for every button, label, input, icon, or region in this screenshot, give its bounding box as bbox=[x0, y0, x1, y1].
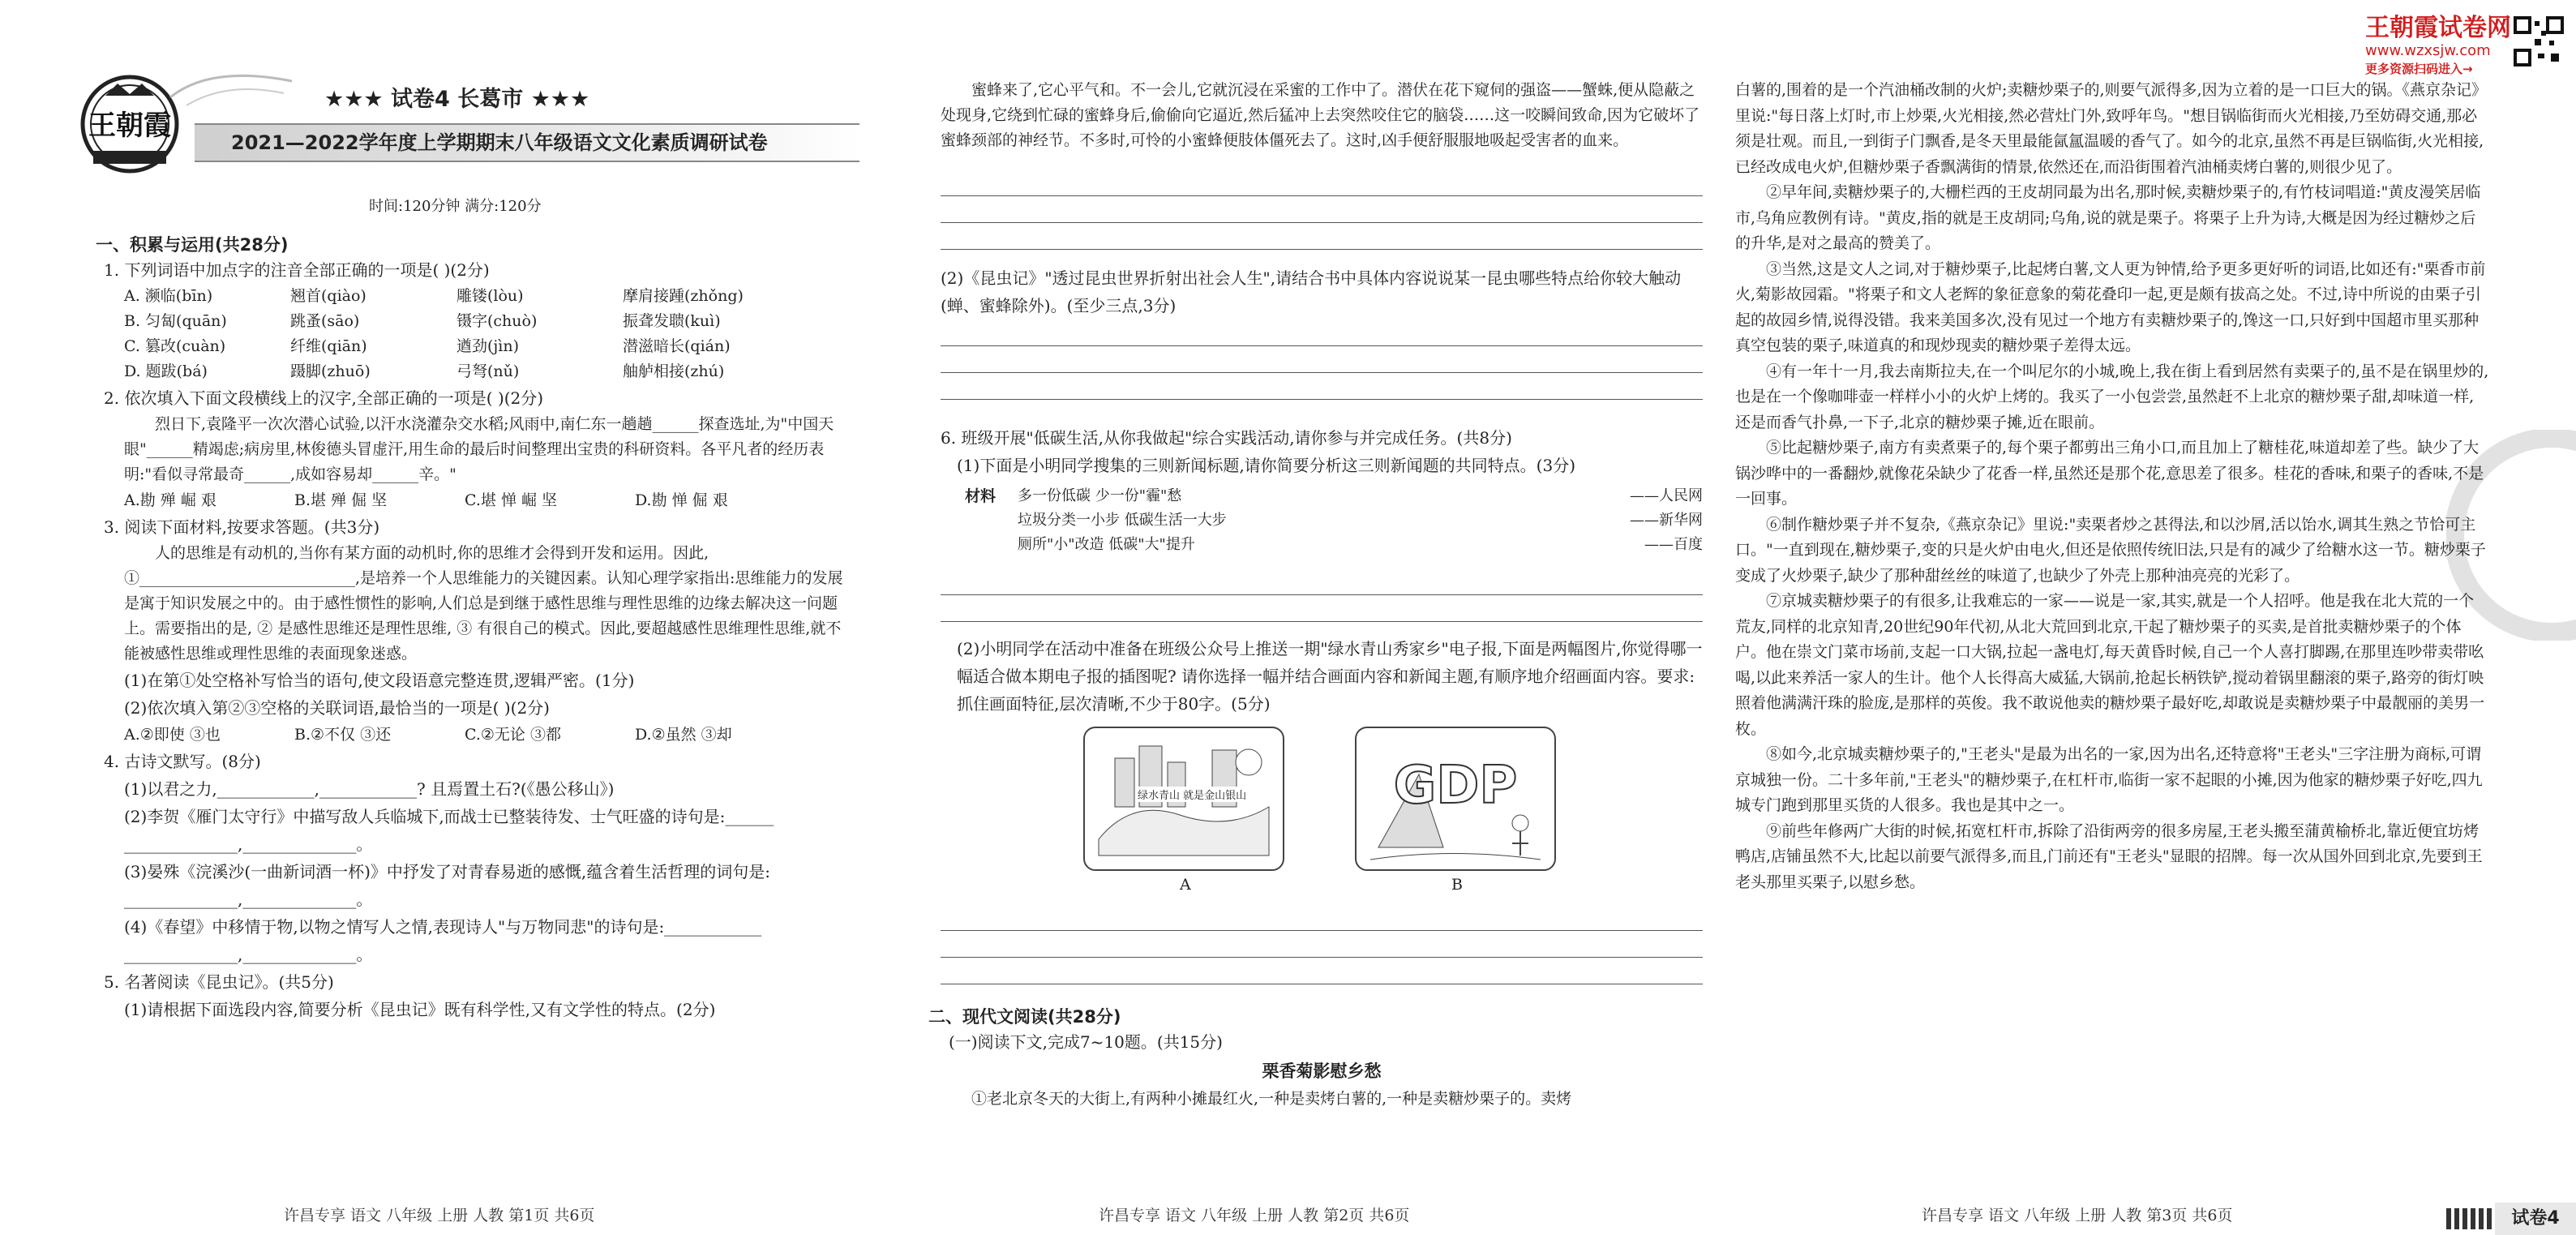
option-cell: 舳舻相接(zhú) bbox=[623, 362, 725, 380]
article-paragraph-1: ①老北京冬天的大街上,有两种小摊最红火,一种是卖烤白薯的,一种是卖糖炒栗子的。卖烤 bbox=[971, 1090, 1572, 1108]
page-footer: 许昌专享 语文 八年级 上册 人教 第2页 共6页 bbox=[1099, 1207, 1410, 1224]
picture-options bbox=[941, 726, 1703, 904]
headline-row bbox=[1018, 533, 1703, 557]
reading-part-1: (一)阅读下文,完成7~10题。(共15分) bbox=[949, 1032, 1223, 1052]
picture-a-caption: 绿水青山 就是金山银山 bbox=[1135, 787, 1249, 802]
option-row bbox=[124, 309, 850, 334]
option-cell: 摩肩接踵(zhǒng) bbox=[623, 287, 744, 305]
question-3-2: (2)依次填入第②③空格的关联词语,最恰当的一项是( )(2分) bbox=[124, 698, 550, 718]
test-tag bbox=[2446, 1203, 2576, 1235]
headline-text: 垃圾分类一小步 低碳生活一大步 bbox=[1018, 512, 1227, 529]
question-4-2: (2)李贺《雁门太守行》中描写敌人兵临城下,而战士已整装待发、士气旺盛的诗句是:______ bbox=[124, 807, 774, 826]
question-3-text-a: 人的思维是有动机的,当你有某方面的动机时,你的思维才会得到开发和运用。因此, bbox=[155, 544, 709, 562]
question-4-3: (3)晏殊《浣溪沙(一曲新词酒一杯)》中抒发了对青春易逝的感慨,蕴含着生活哲理的词句是: bbox=[124, 862, 771, 881]
page-2 bbox=[908, 0, 1727, 1235]
question-3-text-b: ①____________________________,是培养一个人思维能力的关键因素。认知心理学家指出:思维能力的发展是寓于知识发展之中的。由于感性惯性的影响,人们总是到继于感性思维与理性思维的边缘去解决这一问题上。需要指出的是, ② 是感性思维还是理性思维, ③ 有很自己的模式。因此,要超越感性思维理性思维,就不能被感性思维或理性思维的表面现象迷惑。 bbox=[124, 569, 843, 663]
exam-title: 2021—2022学年度上学期期末八年级语文文化素质调研试卷 bbox=[231, 131, 768, 154]
question-4-4: (4)《春望》中移情于物,以物之情写人之情,表现诗人"与万物同悲"的诗句是:____________ bbox=[124, 917, 762, 937]
question-2-options bbox=[124, 487, 850, 513]
brand-name: 王朝霞试卷网 bbox=[2365, 14, 2511, 42]
option-cell: 潜滋暗长(qián) bbox=[623, 337, 731, 355]
picture-b-label: B bbox=[1451, 876, 1463, 894]
option-cell: 镊字(chuò) bbox=[456, 312, 538, 330]
headline-source: ——人民网 bbox=[1630, 487, 1703, 504]
question-4: 4. 古诗文默写。(8分) bbox=[104, 752, 261, 771]
headline-row bbox=[1018, 508, 1703, 533]
headline-text: 厕所"小"改造 低碳"大"提升 bbox=[1018, 536, 1195, 553]
headline-source: ——新华网 bbox=[1630, 512, 1703, 529]
option-cell: 纤维(qiān) bbox=[290, 337, 367, 355]
article-paragraph: ⑧如今,北京城卖糖炒栗子的,"王老头"是最为出名的一家,因为出名,还特意将"王老头"三字注册为商标,可谓京城独一份。二十多年前,"王老头"的糖炒栗子,在杠杆市,临街一家不起眼的小摊,因为他家的糖炒栗子好吃,四九城专门跑到那里买货的人很多。我也是其中之一。 bbox=[1735, 745, 2483, 814]
question-2: 2. 依次填入下面文段横线上的汉字,全部正确的一项是( )(2分) bbox=[104, 388, 544, 408]
picture-a-label: A bbox=[1180, 876, 1191, 894]
decorative-swash bbox=[162, 65, 300, 114]
question-5: 5. 名著阅读《昆虫记》。(共5分) bbox=[104, 972, 334, 992]
answer-lines bbox=[941, 568, 1703, 622]
option-cell: 弓弩(nǔ) bbox=[456, 362, 520, 380]
option-cell: D. 题跋(bá) bbox=[124, 362, 208, 380]
option-cell: 跳蚤(sāo) bbox=[290, 312, 360, 330]
insect-passage: 蜜蜂来了,它心平气和。不一会儿,它就沉浸在采蜜的工作中了。潜伏在花下窥伺的强盗——蟹蛛,便从隐蔽之处现身,它绕到忙碌的蜜蜂身后,偷偷向它逼近,然后猛冲上去突然咬住它的脑袋……这一咬瞬间致命,因为它破坏了蜜蜂颈部的神经节。不多时,可怜的小蜜蜂便肢体僵死去了。这时,凶手便舒服服地吸起受害者的血来。 bbox=[941, 81, 1700, 149]
option-cell: 蹑脚(zhuō) bbox=[290, 362, 371, 380]
article-paragraph: ⑥制作糖炒栗子并不复杂,《燕京杂记》里说:"卖栗者炒之甚得法,和以沙屑,活以饴水,调其生熟之节恰可主口。"一直到现在,糖炒栗子,变的只是火炉由电火,但还是依照传统旧法,只是有的减少了给糖水这一节。糖炒栗子变成了火炒栗子,缺少了那种甜丝丝的味道了,也缺少了外壳上那种油亮亮的光彩了。 bbox=[1735, 515, 2486, 585]
question-3: 3. 阅读下面材料,按要求答题。(共3分) bbox=[104, 517, 380, 537]
question-6-2: (2)小明同学在活动中准备在班级公众号上推送一期"绿水青山秀家乡"电子报,下面是两幅图片,你觉得哪一幅适合做本期电子报的插图呢? 请你选择一幅并结合画面内容和新闻主题,有顺序地介绍画面内容。要求:抓住画面特征,层次清晰,不少于80字。(5分) bbox=[957, 639, 1703, 714]
article-paragraph: ⑤比起糖炒栗子,南方有卖煮栗子的,每个栗子都剪出三角小口,而且加上了糖桂花,味道却差了些。缺少了大锅沙哗中的一番翻炒,就像花朵缺少了花香一样,虽然还是那个花,意思差了很多。桂花的香味,和栗子的香味,不是一回事。 bbox=[1735, 439, 2484, 508]
option-row bbox=[124, 284, 850, 309]
brand-subtitle: 更多资源扫码进入→ bbox=[2365, 62, 2473, 76]
test-tag-label: 试卷4 bbox=[2495, 1203, 2576, 1235]
question-1: 1. 下列词语中加点字的注音全部正确的一项是( )(2分) bbox=[104, 260, 490, 280]
question-3-1: (1)在第①处空格补写恰当的语句,使文段语意完整连贯,逻辑严密。(1分) bbox=[124, 671, 635, 690]
question-1-options bbox=[124, 284, 850, 384]
headline-material bbox=[965, 484, 1703, 557]
page-3 bbox=[1735, 0, 2576, 1235]
option-cell: 振聋发聩(kuì) bbox=[623, 312, 721, 330]
article-paragraph: ④有一年十一月,我去南斯拉夫,在一个叫尼尔的小城,晚上,我在街上看到居然有卖栗子的,虽不是在锅里炒的,也是在一个像咖啡壶一样样小小的火炉上烤的。我买了一小包尝尝,虽然赶不上北京的糖炒栗子甜,却味道一样,还是而香气扑鼻,一下子,北京的糖炒栗子摊,近在眼前。 bbox=[1735, 362, 2489, 431]
answer-lines bbox=[941, 169, 1703, 250]
headline-text: 多一份低碳 少一份"霾"愁 bbox=[1018, 487, 1182, 504]
option-cell: C.堪 惮 崛 坚 bbox=[465, 491, 558, 509]
material-label: 材料 bbox=[965, 487, 997, 505]
qr-code-icon bbox=[2514, 16, 2564, 66]
test-header-stars: ★★★ 试卷4 长葛市 ★★★ bbox=[324, 87, 590, 112]
brand-block bbox=[2365, 15, 2511, 77]
option-row bbox=[124, 359, 850, 384]
svg-text:GDP: GDP bbox=[1393, 756, 1518, 816]
page-1 bbox=[0, 0, 892, 1235]
option-cell: 遒劲(jìn) bbox=[456, 337, 520, 355]
page-footer: 许昌专享 语文 八年级 上册 人教 第1页 共6页 bbox=[284, 1207, 595, 1224]
question-2-text: 烈日下,袁隆平一次次潜心试验,以汗水浇灌杂交水稻;风雨中,南仁东一趟趟______探查选址,为"中国天眼"______精竭虑;病房里,林俊德头冒虚汗,用生命的最后时间整理出宝贵的科研资料。各平凡者的经历表明:"看似寻常最奇______,成如容易却______辛。" bbox=[124, 415, 834, 483]
article-paragraph: ③当然,这是文人之词,对于糖炒栗子,比起烤白薯,文人更为钟情,给予更多更好听的词语,比如还有:"栗香市前火,菊影故园霜。"将栗子和文人老辉的象征意象的菊花叠印一起,更是颇有拔高之处。不过,诗中所说的由栗子引起的故园乡情,说得没错。我来美国多次,没有见过一个地方有卖糖炒栗子的,馋这一口,只好到中国超市里买那种真空包装的栗子,味道真的和现炒现卖的糖炒栗子差得太远。 bbox=[1735, 259, 2486, 354]
picture-b bbox=[1354, 726, 1557, 872]
option-cell: C. 篡改(cuàn) bbox=[124, 337, 226, 355]
article-paragraph: ⑨前些年修两广大街的时候,拓宽杠杆市,拆除了沿街两旁的很多房屋,王老头搬至蒲黄榆桥北,靠近便宜坊烤鸭店,店铺虽然不大,比起以前要气派得多,而且,门前还有"王老头"显眼的招牌。每一次从国外回到北京,先要到王老头那里买栗子,以慰乡愁。 bbox=[1735, 821, 2483, 891]
brand-url: www.wzxsjw.com bbox=[2365, 42, 2491, 59]
option-cell: D.②虽然 ③却 bbox=[635, 726, 732, 744]
article-paragraph: ⑦京城卖糖炒栗子的有很多,让我难忘的一家——说是一家,其实,就是一个人招呼。他是我在北大荒的一个荒友,同样的北京知青,20世纪90年代初,从北大荒回到北京,干起了糖炒栗子的买卖,是首批卖糖炒栗子的个体户。他在崇文门菜市场前,支起一口大锅,拉起一盏电灯,每天黄昏时候,自己一个人喜打脚踢,在那里连吵带卖带吆喝,以此来养活一家人的生计。他个人长得高大威猛,大锅前,抢起长柄铁铲,搅动着锅里翻滚的栗子,路旁的街灯映照着他满满汗珠的脸庞,是那样的英俊。我不敢说他卖的糖炒栗子最好吃,却敢说是卖糖炒栗子中最靓丽的美男一枚。 bbox=[1735, 592, 2485, 738]
option-cell: C.②无论 ③都 bbox=[465, 726, 561, 744]
section-heading-2: 二、现代文阅读(共28分) bbox=[928, 1007, 1121, 1027]
answer-lines bbox=[941, 904, 1703, 984]
question-4-3-blanks: ______________,______________。 bbox=[124, 890, 373, 909]
page-footer: 许昌专享 语文 八年级 上册 人教 第3页 共6页 bbox=[1922, 1207, 2233, 1224]
time-score-line: 时间:120分钟 满分:120分 bbox=[369, 198, 542, 215]
svg-text:王朝霞: 王朝霞 bbox=[88, 109, 171, 142]
question-3-options bbox=[124, 722, 850, 748]
headline-source: ——百度 bbox=[1644, 536, 1703, 553]
question-6-1: (1)下面是小明同学搜集的三则新闻标题,请你简要分析这三则新闻题的共同特点。(3分) bbox=[957, 456, 1576, 475]
option-row bbox=[124, 334, 850, 359]
answer-lines bbox=[941, 319, 1703, 400]
option-cell: B.②不仅 ③还 bbox=[294, 726, 392, 744]
question-4-4-blanks: ______________,______________。 bbox=[124, 945, 373, 964]
option-cell: B. 匀匐(quān) bbox=[124, 312, 227, 330]
question-4-2-blanks: ______________,______________。 bbox=[124, 834, 373, 854]
article-title: 栗香菊影慰乡愁 bbox=[1262, 1061, 1382, 1081]
headline-row bbox=[1018, 484, 1703, 508]
exam-title-banner bbox=[195, 123, 859, 162]
option-cell: A.②即使 ③也 bbox=[124, 726, 221, 744]
question-5-1: (1)请根据下面选段内容,简要分析《昆虫记》既有科学性,又有文学性的特点。(2分) bbox=[124, 1000, 716, 1019]
option-cell: A. 濒临(bīn) bbox=[124, 287, 213, 305]
question-4-1: (1)以君之力,____________,____________? 且焉置土石?(《愚公移山》) bbox=[124, 779, 615, 799]
option-cell: D.勘 惮 倔 艰 bbox=[635, 491, 728, 509]
article-paragraph: ②早年间,卖糖炒栗子的,大栅栏西的王皮胡同最为出名,那时候,卖糖炒栗子的,有竹枝词唱道:"黄皮漫笑居临市,乌角应教例有诗。"黄皮,指的就是王皮胡同;乌角,说的就是栗子。将栗子上升为诗,大概是因为经过糖炒之后的升华,是对之最高的赞美了。 bbox=[1735, 183, 2481, 252]
section-heading: 一、积累与运用(共28分) bbox=[96, 235, 289, 255]
article-paragraph: 白薯的,围着的是一个汽油桶改制的火炉;卖糖炒栗子的,则要气派得多,因为立着的是一口巨大的锅。《燕京杂记》里说:"每日落上灯时,市上炒栗,火光相接,然必营灶门外,致呼年鸟。"想目锅临街而火光相接,乃至妨碍交通,那必须是壮观。而且,一到街子门飘香,是冬天里最能氤氲温暖的香气了。如今的北京,虽然不再是巨锅临街,火光相接,已经改成电火炉,但糖炒栗子香飘满街的情景,依然还在,而沿街围着汽油桶卖烤白薯的,则很少见了。 bbox=[1735, 81, 2488, 176]
option-cell: 雕镂(lòu) bbox=[456, 287, 524, 305]
question-5-2: (2)《昆虫记》"透过昆虫世界折射出社会人生",请结合书中具体内容说说某一昆虫哪些特点给你较大触动(蝉、蜜蜂除外)。(至少三点,3分) bbox=[941, 268, 1682, 315]
option-cell: B.堪 殚 倔 坚 bbox=[294, 491, 388, 509]
option-cell: A.勘 殚 崛 艰 bbox=[124, 491, 216, 509]
option-cell: 翘首(qiào) bbox=[290, 287, 366, 305]
question-6: 6. 班级开展"低碳生活,从你我做起"综合实践活动,请你参与并完成任务。(共8分) bbox=[941, 428, 1512, 448]
